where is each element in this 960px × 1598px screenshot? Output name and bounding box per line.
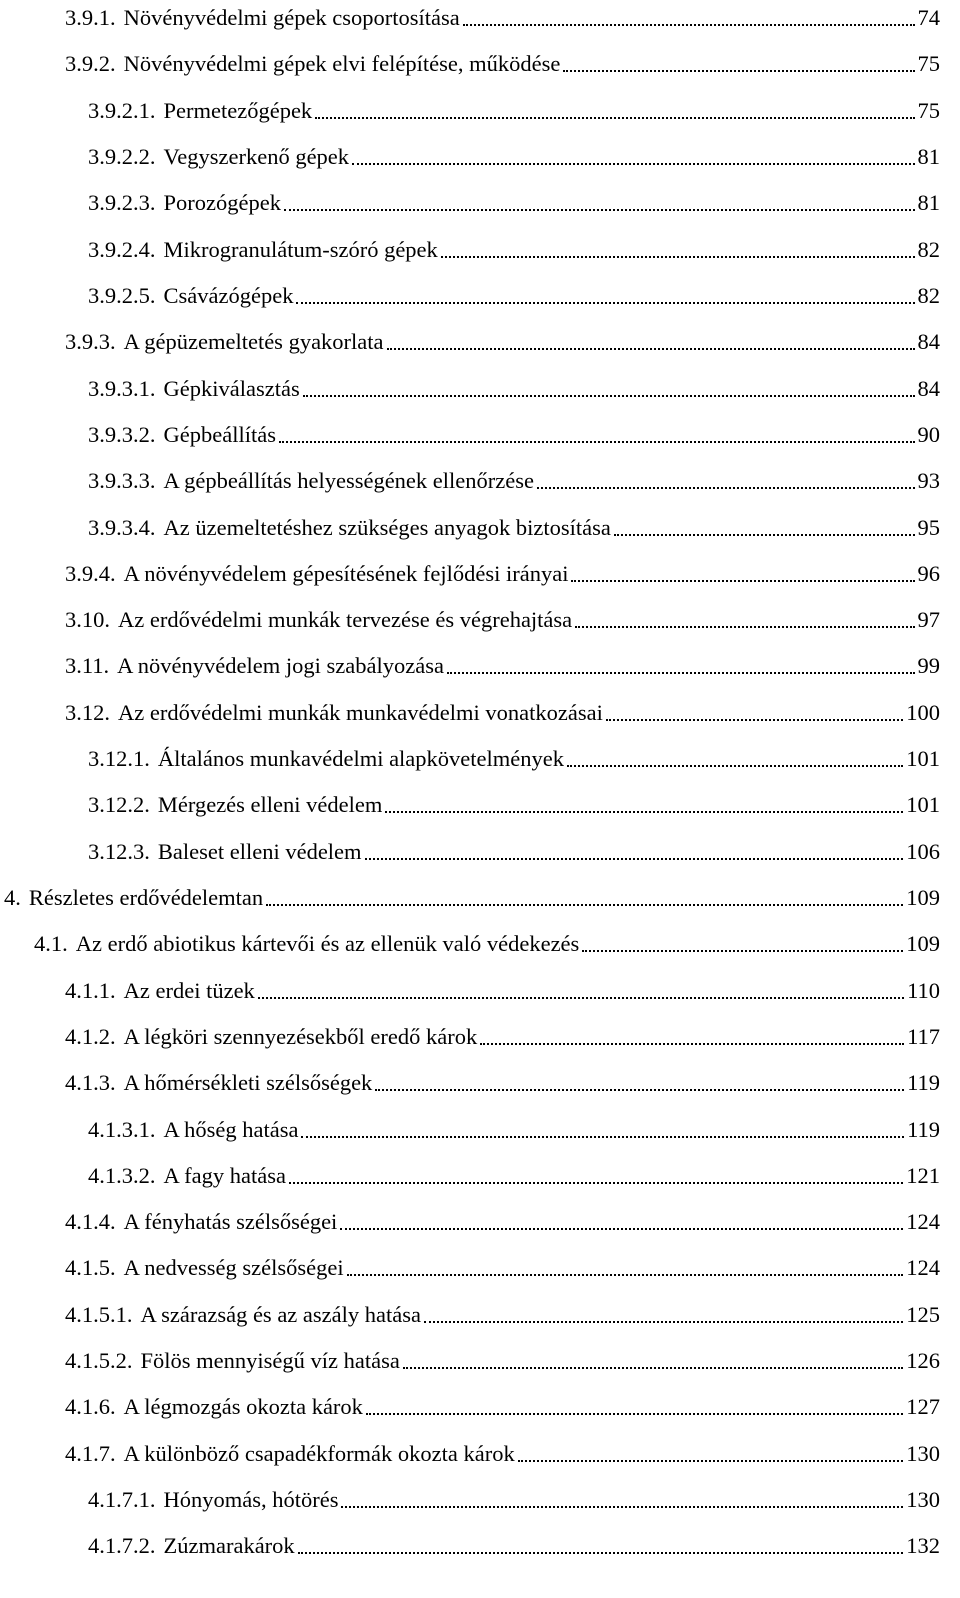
toc-entry-number: 3.12.1.	[88, 746, 150, 771]
toc-entry-number: 3.9.3.1.	[88, 376, 156, 401]
toc-entry[interactable]	[65, 324, 940, 356]
toc-entry-page: 93	[917, 468, 940, 493]
toc-entry[interactable]	[65, 695, 940, 727]
toc-entry-number: 3.9.2.1.	[88, 98, 156, 123]
dot-leader	[567, 765, 903, 767]
toc-entry-number: 4.1.6.	[65, 1394, 116, 1419]
toc-entry-number: 3.9.4.	[65, 561, 116, 586]
toc-entry[interactable]	[4, 880, 940, 912]
dot-leader	[441, 256, 915, 258]
toc-entry[interactable]	[88, 139, 940, 171]
toc-entry-title: Részletes erdővédelemtan	[28, 885, 264, 910]
toc-entry-page: 75	[917, 98, 940, 123]
dot-leader	[347, 1274, 904, 1276]
dot-leader	[258, 997, 904, 999]
dot-leader	[341, 1506, 903, 1508]
toc-entry-title: A szárazság és az aszály hatása	[140, 1302, 421, 1327]
toc-entry-number: 3.12.3.	[88, 839, 150, 864]
dot-leader	[563, 70, 914, 72]
dot-leader	[480, 1043, 904, 1045]
toc-entry-title: Hónyomás, hótörés	[163, 1487, 339, 1512]
dot-leader	[537, 487, 915, 489]
toc-entry-title: Permetezőgépek	[163, 98, 313, 123]
dot-leader	[366, 1413, 903, 1415]
toc-entry-page: 96	[917, 561, 940, 586]
toc-entry-page: 119	[907, 1070, 940, 1095]
toc-entry-title: A fényhatás szélsőségei	[123, 1209, 338, 1234]
toc-entry-number: 3.9.3.2.	[88, 422, 156, 447]
toc-entry[interactable]	[65, 1343, 940, 1375]
toc-entry-number: 3.9.2.5.	[88, 283, 156, 308]
toc-entry[interactable]	[65, 46, 940, 78]
toc-entry-page: 74	[917, 5, 940, 30]
toc-entry-number: 3.9.2.4.	[88, 237, 156, 262]
toc-entry-page: 101	[906, 746, 940, 771]
dot-leader	[385, 811, 903, 813]
dot-leader	[298, 1552, 904, 1554]
toc-entry-page: 109	[906, 885, 940, 910]
toc-entry-number: 3.12.	[65, 700, 110, 725]
dot-leader	[289, 1182, 903, 1184]
toc-entry-title: A különböző csapadékformák okozta károk	[123, 1441, 515, 1466]
toc-entry-page: 100	[906, 700, 940, 725]
toc-entry[interactable]	[65, 1297, 940, 1329]
toc-entry-number: 4.1.3.2.	[88, 1163, 156, 1188]
toc-entry-title: A hőség hatása	[163, 1117, 299, 1142]
dot-leader	[352, 163, 914, 165]
toc-entry[interactable]	[88, 93, 940, 125]
toc-entry-page: 95	[917, 515, 940, 540]
toc-entry-page: 90	[917, 422, 940, 447]
toc-entry[interactable]	[88, 1528, 940, 1560]
toc-entry-title: A hőmérsékleti szélsőségek	[123, 1070, 373, 1095]
toc-entry[interactable]	[65, 1019, 940, 1051]
toc-entry[interactable]	[88, 834, 940, 866]
toc-entry-title: Általános munkavédelmi alapkövetelmények	[157, 746, 564, 771]
toc-entry-page: 97	[917, 607, 940, 632]
dot-leader	[365, 858, 904, 860]
dot-leader	[571, 580, 914, 582]
toc-entry-number: 3.9.3.3.	[88, 468, 156, 493]
toc-entry[interactable]	[88, 510, 940, 542]
toc-entry-title: Az üzemeltetéshez szükséges anyagok biztosítása	[163, 515, 611, 540]
dot-leader	[303, 395, 915, 397]
toc-entry-number: 4.1.5.2.	[65, 1348, 133, 1373]
toc-entry-page: 84	[917, 376, 940, 401]
toc-entry[interactable]	[65, 1204, 940, 1236]
toc-entry-title: A fagy hatása	[163, 1163, 286, 1188]
dot-leader	[279, 441, 915, 443]
toc-entry-number: 4.1.7.1.	[88, 1487, 156, 1512]
dot-leader	[315, 117, 914, 119]
toc-entry-number: 4.1.5.	[65, 1255, 116, 1280]
toc-entry-page: 110	[907, 978, 940, 1003]
toc-entry-number: 3.9.2.3.	[88, 190, 156, 215]
toc-entry[interactable]	[88, 787, 940, 819]
toc-entry-page: 84	[917, 329, 940, 354]
dot-leader	[375, 1089, 904, 1091]
toc-entry-page: 127	[906, 1394, 940, 1419]
toc-entry-title: Növényvédelmi gépek csoportosítása	[123, 5, 460, 30]
dot-leader	[387, 348, 915, 350]
toc-entry-title: Mérgezés elleni védelem	[157, 792, 383, 817]
dot-leader	[582, 950, 903, 952]
toc-entry[interactable]	[88, 463, 940, 495]
toc-entry-title: Fölös mennyiségű víz hatása	[140, 1348, 400, 1373]
toc-entry-page: 130	[906, 1441, 940, 1466]
toc-entry[interactable]	[65, 0, 940, 32]
toc-entry-page: 126	[906, 1348, 940, 1373]
dot-leader	[284, 209, 915, 211]
toc-entry-title: A gépbeállítás helyességének ellenőrzése	[163, 468, 534, 493]
dot-leader	[424, 1321, 903, 1323]
toc-entry-page: 119	[907, 1117, 940, 1142]
toc-entry-number: 3.9.1.	[65, 5, 116, 30]
toc-entry-number: 4.1.7.	[65, 1441, 116, 1466]
toc-entry-title: A növényvédelem gépesítésének fejlődési irányai	[123, 561, 569, 586]
toc-entry-number: 4.1.7.2.	[88, 1533, 156, 1558]
toc-entry-number: 3.9.3.4.	[88, 515, 156, 540]
toc-entry[interactable]	[88, 371, 940, 403]
toc-entry-title: Az erdővédelmi munkák munkavédelmi vonatkozásai	[118, 700, 603, 725]
toc-entry-page: 81	[917, 144, 940, 169]
dot-leader	[340, 1228, 903, 1230]
toc-entry-number: 4.	[4, 885, 21, 910]
toc-entry[interactable]	[65, 1250, 940, 1282]
toc-entry-title: Az erdő abiotikus kártevői és az ellenük való védekezés	[75, 931, 580, 956]
toc-entry[interactable]	[88, 1482, 940, 1514]
toc-entry-title: Az erdővédelmi munkák tervezése és végrehajtása	[118, 607, 573, 632]
toc-entry-title: Csávázógépek	[163, 283, 294, 308]
dot-leader	[447, 672, 915, 674]
toc-entry-page: 82	[917, 283, 940, 308]
toc-entry-number: 4.1.4.	[65, 1209, 116, 1234]
toc-entry-title: Zúzmarakárok	[163, 1533, 295, 1558]
toc-entry-number: 3.10.	[65, 607, 110, 632]
toc-entry-title: Vegyszerkenő gépek	[163, 144, 350, 169]
dot-leader	[403, 1367, 903, 1369]
toc-entry-number: 3.11.	[65, 653, 110, 678]
dot-leader	[518, 1460, 904, 1462]
dot-leader	[575, 626, 914, 628]
dot-leader	[301, 1136, 904, 1138]
toc-entry-number: 4.1.5.1.	[65, 1302, 133, 1327]
toc-entry-title: A nedvesség szélsőségei	[123, 1255, 344, 1280]
toc-entry[interactable]	[88, 741, 940, 773]
dot-leader	[614, 534, 915, 536]
toc-entry-page: 130	[906, 1487, 940, 1512]
toc-entry-number: 4.1.2.	[65, 1024, 116, 1049]
toc-entry[interactable]	[88, 232, 940, 264]
toc-entry-title: A növényvédelem jogi szabályozása	[117, 653, 444, 678]
toc-entry-page: 125	[906, 1302, 940, 1327]
toc-entry-page: 75	[917, 51, 940, 76]
toc-entry-number: 3.9.2.2.	[88, 144, 156, 169]
toc-entry-number: 4.1.3.1.	[88, 1117, 156, 1142]
toc-entry-page: 81	[917, 190, 940, 215]
dot-leader	[463, 24, 915, 26]
toc-entry-title: A légmozgás okozta károk	[123, 1394, 363, 1419]
dot-leader	[266, 904, 903, 906]
toc-entry[interactable]	[65, 1389, 940, 1421]
toc-entry-number: 4.1.	[34, 931, 68, 956]
toc-entry-number: 4.1.1.	[65, 978, 116, 1003]
toc-entry-page: 106	[906, 839, 940, 864]
toc-entry-title: Mikrogranulátum-szóró gépek	[163, 237, 438, 262]
toc-entry[interactable]	[88, 417, 940, 449]
toc-entry-page: 99	[917, 653, 940, 678]
toc-entry[interactable]	[65, 556, 940, 588]
toc-entry-number: 4.1.3.	[65, 1070, 116, 1095]
toc-entry-page: 109	[906, 931, 940, 956]
toc-entry-title: Gépbeállítás	[163, 422, 276, 447]
toc-entry[interactable]	[88, 1112, 940, 1144]
toc-entry[interactable]	[65, 648, 940, 680]
toc-entry[interactable]	[65, 973, 940, 1005]
toc-entry[interactable]	[65, 1065, 940, 1097]
toc-entry-title: Porozógépek	[163, 190, 281, 215]
toc-entry-page: 124	[906, 1209, 940, 1234]
toc-entry[interactable]	[34, 926, 940, 958]
toc-entry-title: A légköri szennyezésekből eredő károk	[123, 1024, 478, 1049]
toc-entry-title: Növényvédelmi gépek elvi felépítése, működése	[123, 51, 561, 76]
toc-entry-page: 82	[917, 237, 940, 262]
toc-entry-number: 3.9.3.	[65, 329, 116, 354]
toc-entry-number: 3.12.2.	[88, 792, 150, 817]
toc-entry[interactable]	[65, 1436, 940, 1468]
toc-entry-title: Baleset elleni védelem	[157, 839, 362, 864]
toc-entry-title: A gépüzemeltetés gyakorlata	[123, 329, 384, 354]
toc-entry-page: 101	[906, 792, 940, 817]
dot-leader	[606, 719, 903, 721]
toc-entry[interactable]	[88, 1158, 940, 1190]
toc-entry[interactable]	[65, 602, 940, 634]
toc-entry[interactable]	[88, 185, 940, 217]
toc-entry-page: 117	[907, 1024, 940, 1049]
toc-entry-title: Gépkiválasztás	[163, 376, 300, 401]
toc-entry-page: 121	[906, 1163, 940, 1188]
toc-entry[interactable]	[88, 278, 940, 310]
toc-entry-title: Az erdei tüzek	[123, 978, 255, 1003]
toc-entry-page: 124	[906, 1255, 940, 1280]
toc-entry-number: 3.9.2.	[65, 51, 116, 76]
toc-entry-page: 132	[906, 1533, 940, 1558]
dot-leader	[296, 302, 914, 304]
